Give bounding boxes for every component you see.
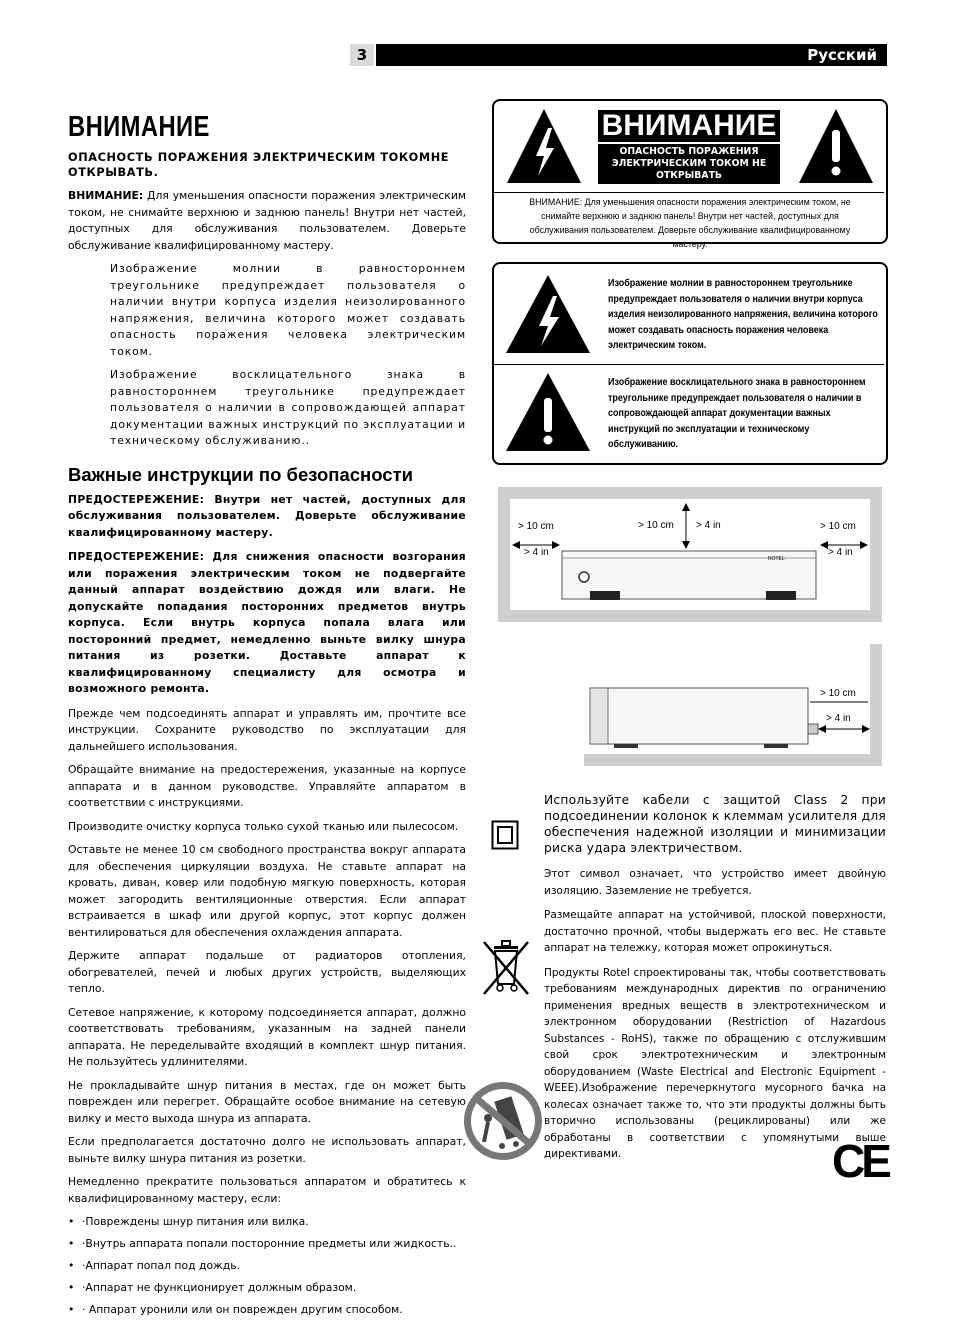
no-cart-tipover-icon <box>462 1080 544 1162</box>
warning-box-title: ВНИМАНИЕ <box>598 110 780 142</box>
para-ventilation: Оставьте не менее 10 см свободного пространства вокруг аппарата для обеспечения циркуляции воздуха. Не ставьте аппарат на кровать, диван, ковер или подобную мягкую поверхность, которая может загородить вентиляционные отверстия. Если аппарат встраивается в шкаф или другой корпус, этот корпус должен вентилироваться для обеспечения охлаждения аппарата. <box>68 843 466 939</box>
para-unplug: Если предполагается достаточно долго не использовать аппарат, выньте вилку шнура питания из розетки. <box>68 1135 466 1165</box>
warning-paragraph <box>68 188 466 254</box>
para-voltage: Сетевое напряжение, к которому подсоединяется аппарат, должно соответствовать требованиям, указанным на задней панели аппарата. Не переделывайте входящий в комплект шнур питания. Не пользуйтесь удлинителями. <box>68 1005 466 1068</box>
bullet-text: ·Аппарат не функционирует должным образом. <box>82 1281 357 1294</box>
ce-mark: CE <box>832 1135 888 1187</box>
lightning-triangle-icon <box>503 272 593 356</box>
page-title: ВНИМАНИЕ <box>68 111 210 143</box>
exclamation-triangle-icon <box>796 106 876 186</box>
left-clearance-in: > 4 in <box>524 547 549 558</box>
warning-text: Для уменьшения опасности поражения электрическим током, не снимайте верхнюю и заднюю панель! Внутри нет частей, доступных для обслуживания пользователем. Доверьте обслуживание квалифицированному мастеру. <box>68 189 466 252</box>
rear-clearance-in: > 4 in <box>826 713 851 724</box>
top-clearance-cm: > 10 cm <box>638 520 674 531</box>
weee-bin-icon <box>476 936 536 998</box>
right-text-column <box>544 792 886 1171</box>
list-item: • ·Аппарат не функционирует должным образом. <box>68 1281 357 1294</box>
caution-1: ПРЕДОСТЕРЕЖЕНИЕ: Внутри нет частей, доступных для обслуживания пользователем. Доверьте обслуживание квалифицированному мастеру. <box>68 492 466 539</box>
double-insulation-note: Этот символ означает, что устройство имеет двойную изоляцию. Заземление не требуется. <box>544 868 886 897</box>
list-item: • ·Повреждены шнур питания или вилка. <box>68 1215 309 1228</box>
danger-heading: ОПАСНОСТЬ ПОРАЖЕНИЯ ЭЛЕКТРИЧЕСКИМ ТОКОМНЕ ОТКРЫВАТЬ. <box>68 151 450 179</box>
warning-box-caption: ВНИМАНИЕ: Для уменьшения опасности поражения электрическим током, не снимайте верхнюю и заднюю панель! Внутри нет частей, доступных для обслуживания пользователем. Доверьте обслуживание квалифицированному мастеру. <box>529 197 851 250</box>
language-label: Русский <box>807 46 877 64</box>
wall-side-illustration <box>584 644 882 766</box>
divider <box>494 192 884 193</box>
bullet-text: ·Аппарат попал под дождь. <box>82 1259 241 1272</box>
language-bar <box>376 44 887 66</box>
para-heed-warnings: Обращайте внимание на предостережения, указанные на корпусе аппарата и в данном руководстве. Управляйте аппаратом в соответствии с инструкциями. <box>68 763 466 809</box>
safety-title: Важные инструкции по безопасности <box>68 463 413 485</box>
left-clearance-cm: > 10 cm <box>518 521 554 532</box>
warning-box-subtitle: ОПАСНОСТЬ ПОРАЖЕНИЯ ЭЛЕКТРИЧЕСКИМ ТОКОМ НЕ ОТКРЫВАТЬ <box>598 144 780 184</box>
list-item: • ·Аппарат попал под дождь. <box>68 1259 241 1272</box>
lightning-triangle-icon <box>504 106 584 186</box>
divider <box>494 364 884 365</box>
bullet-text: ·Внутрь аппарата попали посторонние предметы или жидкость.. <box>82 1237 457 1250</box>
para-stop-use: Немедленно прекратите пользоваться аппаратом и обратитесь к квалифицированному мастеру, если: <box>68 1175 466 1205</box>
para-cleaning: Производите очистку корпуса только сухой тканью или пылесосом. <box>68 819 459 833</box>
lightning-description: Изображение молнии в равностороннем треугольнике предупреждает пользователя о наличии внутри корпуса изделия неизолированного напряжения, величина которого может создавать опасность поражения человека электрическим током. <box>608 278 878 351</box>
para-read-instructions: Прежде чем подсоединять аппарат и управлять им, прочтите все инструкции. Сохраните руководство по эксплуатации для дальнейшего использования. <box>68 706 466 753</box>
cabinet-front-illustration <box>498 487 882 622</box>
caution-2: ПРЕДОСТЕРЕЖЕНИЕ: Для снижения опасности возгорания или поражения электрическим током не подвергайте данный аппарат воздействию дождя или влаги. Не допускайте попадания посторонних предметов внутрь корпуса. Если внутрь корпуса попала влага или посторонний предмет, немедленно выньте вилку шнура питания из розетки. Доставьте аппарат к квалифицированному специалисту для осмотра и возможного ремонта. <box>68 550 466 695</box>
class2-cable-note: Используйте кабели с защитой Class 2 при подсоединении колонок к клеммам усилителя для обеспечения надежной изоляции и минимизации риска удара электричеством. <box>544 793 886 855</box>
top-clearance-in: > 4 in <box>696 520 721 531</box>
rohs-weee-note: Продукты Rotel спроектированы так, чтобы соответствовать требованиям международных директив по ограничению применения вредных веществ в электротехническом и электронном оборудовании (Restriction of Hazardous Substances - RoHS), также по обращению с отслужившим свой срок электротехническим и электронным оборудованием (Waste Electrical and Electronic Equipment - WEEE).Изображение перечеркнутого мусорного бачка на колесах означает также то, что эти продукты должны быть вторично использованы (рециклированы) или же обработаны в соответствии с упомянутыми выше директивами. <box>544 966 886 1160</box>
double-insulation-icon <box>491 820 519 850</box>
list-item: • ·Внутрь аппарата попали посторонние предметы или жидкость.. <box>68 1237 457 1250</box>
right-clearance-cm: > 10 cm <box>820 521 856 532</box>
exclaim-description: Изображение восклицательного знака в равностороннем треугольнике предупреждает пользователя о наличии в сопровождающей аппарат документации важных инструкций по эксплуатации и техническому обслуживанию. <box>608 377 866 450</box>
clearance-diagram-front <box>498 487 882 622</box>
rear-clearance-cm: > 10 cm <box>820 688 856 699</box>
warning-label: ВНИМАНИЕ: <box>68 189 144 202</box>
brand-logo: ROTEL <box>768 556 785 562</box>
para-power-cord: Не прокладывайте шнур питания в местах, где он может быть поврежден или перегрет. Обращайте особое внимание на сетевую вилку и место выхода шнура из аппарата. <box>68 1078 466 1125</box>
lightning-paragraph: Изображение молнии в равностороннем треугольнике предупреждает пользователя о наличии внутри корпуса изделия неизолированного напряжения, величина которого может создавать опасность поражения человека электрическим током. <box>110 262 466 358</box>
page-number: 3 <box>350 44 374 66</box>
stable-surface-note: Размещайте аппарат на устойчивой, плоской поверхности, достаточно прочной, чтобы выдержать его вес. Не ставьте аппарат на тележку, которая может опрокинуться. <box>544 909 886 954</box>
exclamation-triangle-icon <box>503 370 593 454</box>
list-item: • · Аппарат уронили или он поврежден другим способом. <box>68 1303 403 1316</box>
left-column <box>68 112 466 1324</box>
bullet-text: ·Повреждены шнур питания или вилка. <box>82 1215 309 1228</box>
right-clearance-in: > 4 in <box>828 547 853 558</box>
clearance-diagram-side <box>584 644 882 766</box>
para-heat: Держите аппарат подальше от радиаторов отопления, обогревателей, печей и любых других устройств, выделяющих тепло. <box>68 949 466 995</box>
exclaim-paragraph: Изображение восклицательного знака в равностороннем треугольнике предупреждает пользователя о наличии в сопровождающей аппарат документации важных инструкций по эксплуатации и техническому обслуживанию.. <box>110 368 466 447</box>
bullet-text: · Аппарат уронили или он поврежден другим способом. <box>82 1303 403 1316</box>
